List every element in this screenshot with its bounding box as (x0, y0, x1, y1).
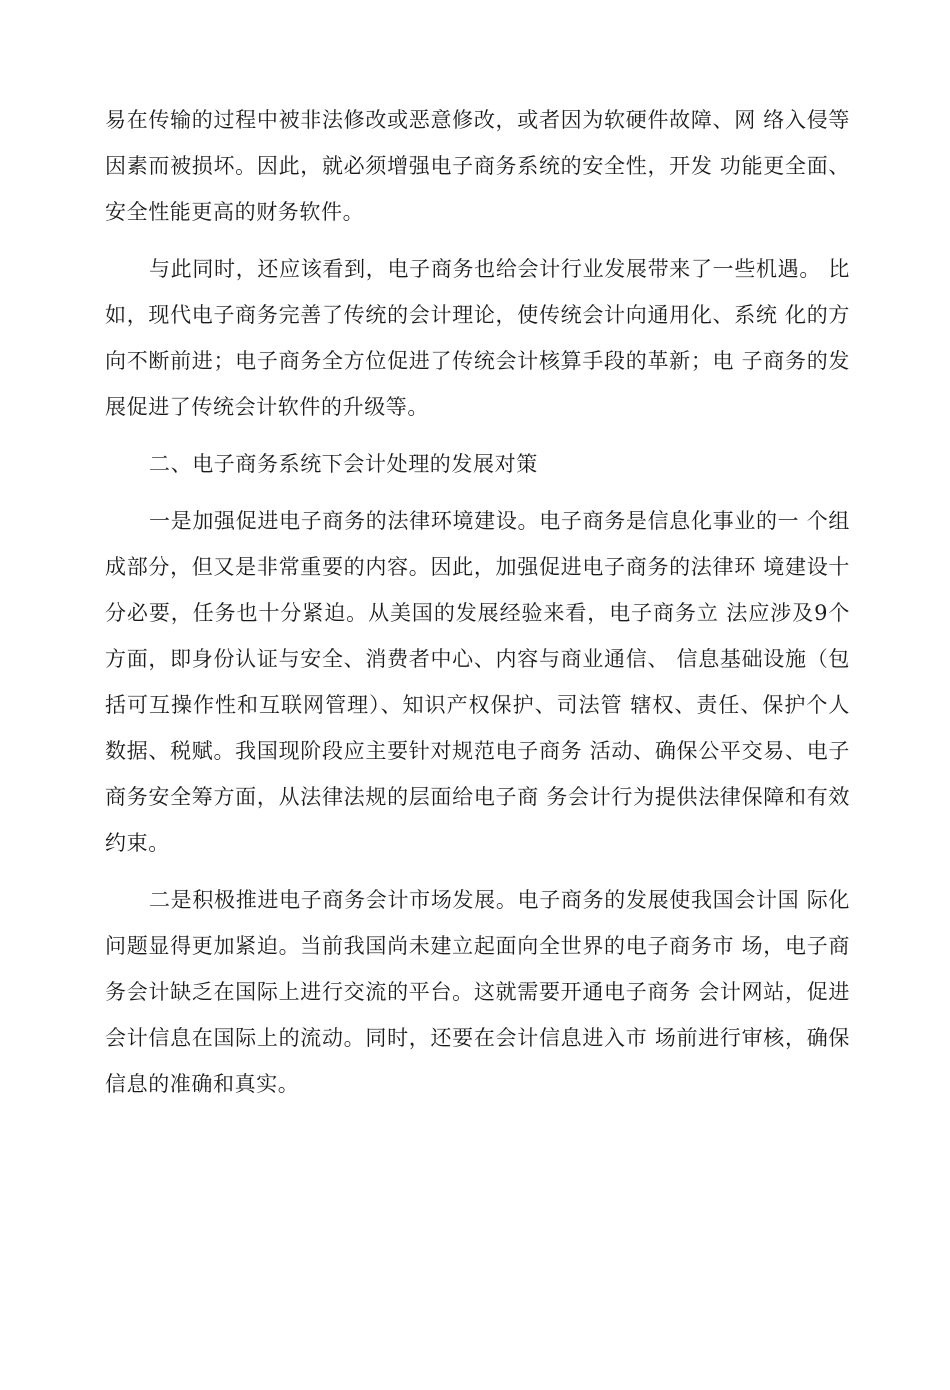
paragraph-legal-environment: 一是加强促进电子商务的法律环境建设。电子商务是信息化事业的一 个组成部分，但又是非常重要的内容。因此，加强促进电子商务的法律环 境建设十分必要，任务也十分紧迫。从美国的发展经验来看，电子商务立 法应涉及9个方面，即身份认证与安全、消费者中心、内容与商业通信、 信息基础设施（包括可互操作性和互联网管理）、知识产权保护、司法管 辖权、责任、保护个人数据、税赋。我国现阶段应主要针对规范电子商务 活动、确保公平交易、电子商务安全筹方面，从法律法规的层面给电子商 务会计行为提供法律保障和有效约束。 (105, 509, 850, 855)
document-body (105, 97, 850, 1118)
section-heading-development-measures: 二、电子商务系统下会计处理的发展对策 (149, 452, 538, 476)
paragraph-security-conclusion: 易在传输的过程中被非法修改或恶意修改，或者因为软硬件故障、网 络入侵等因素而被损坏。因此，就必须增强电子商务系统的安全性，开发 功能更全面、安全性能更高的财务软件。 (105, 108, 850, 224)
paragraph-opportunities: 与此同时，还应该看到，电子商务也给会计行业发展带来了一些机遇。 比如，现代电子商务完善了传统的会计理论，使传统会计向通用化、系统 化的方向不断前进；电子商务全方位促进了传统会计核算手段的革新；电 子商务的发展促进了传统会计软件的升级等。 (105, 257, 850, 419)
paragraph-accounting-market: 二是积极推进电子商务会计市场发展。电子商务的发展使我国会计国 际化问题显得更加紧迫。当前我国尚未建立起面向全世界的电子商务市 场，电子商务会计缺乏在国际上进行交流的平台。这就需要开通电子商务 会计网站，促进会计信息在国际上的流动。同时，还要在会计信息进入市 场前进行审核，确保信息的准确和真实。 (105, 888, 850, 1096)
